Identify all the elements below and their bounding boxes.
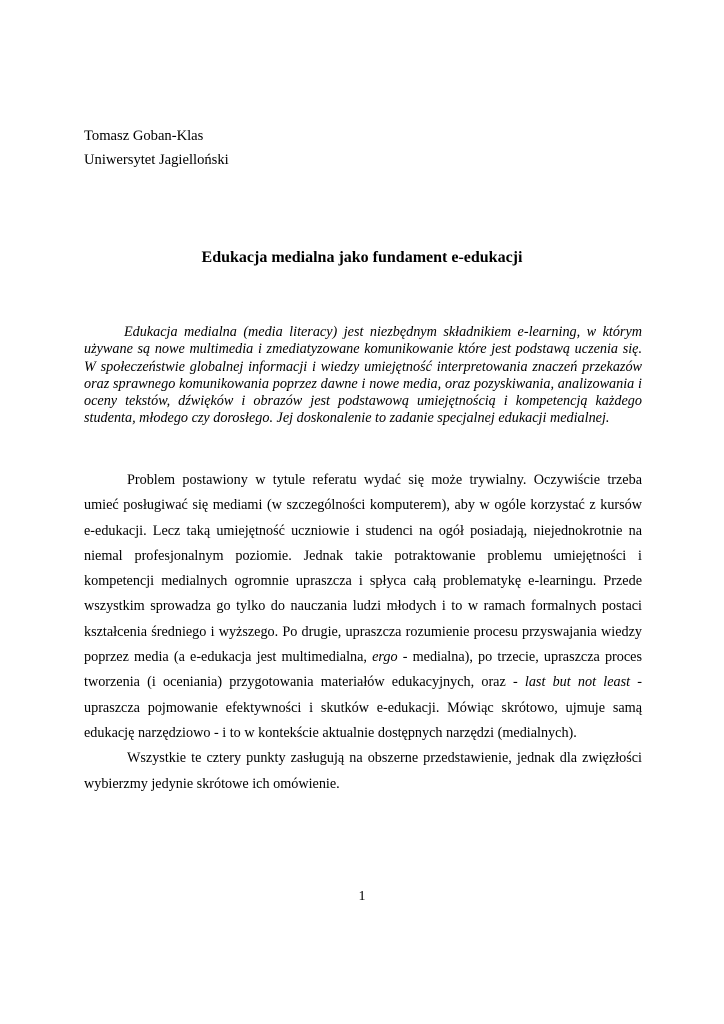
paragraph-1	[84, 468, 642, 746]
paragraph-1-part-2: - medialna), po trzecie, upraszcza proces tworzenia (i oceniania) przygotowania materiałów edukacyjnych, oraz -	[84, 649, 642, 691]
document-title: Edukacja medialna jako fundament e-edukacji	[201, 249, 523, 266]
paragraph-2: Wszystkie te cztery punkty zasługują na obszerne przedstawienie, jednak dla zwięzłości wybierzmy jedynie skrótowe ich omówienie.	[84, 750, 642, 792]
author-name: Tomasz Goban-Klas	[84, 128, 204, 144]
abstract: Edukacja medialna (media literacy) jest niezbędnym składnikiem e-learning, w którym używane są nowe multimedia i zmediatyzowane komunikowanie które jest podstawą uczenia się. W społeczeństwie globalnej informacji i wiedzy umiejętność interpretowania znaczeń przekazów oraz sprawnego komunikowania poprzez dawne i nowe media, oraz pozyskiwania, analizowania i oceny tekstów, dźwięków i obrazów jest podstawową umiejętnością i kompetencją każdego studenta, młodego czy dorosłego. Jej doskonalenie to zadanie specjalnej edukacji medialnej.	[84, 324, 642, 427]
paragraph-1-part-1: Problem postawiony w tytule referatu wydać się może trywialny. Oczywiście trzeba umieć posługiwać się mediami (w szczególności komputerem), aby w ogóle korzystać z kursów e-edukacji. Lecz taką umiejętność uczniowie i studenci na ogół posiadają, niejednokrotnie na niemal profesjonalnym poziomie. Jednak takie potraktowanie problemu umiejętności i kompetencji medialnych ogromnie upraszcza i spłyca całą problematykę e-learningu. Przede wszystkim sprowadza go tylko do nauczania ludzi młodych i to w ramach formalnych postaci kształcenia średniego i wyższego. Po drugie, upraszcza rozumienie procesu przyswajania wiedzy poprzez media (a e-edukacja jest multimedialna,	[84, 472, 642, 666]
paragraph-1-part-3: - upraszcza pojmowanie efektywności i skutków e-edukacji. Mówiąc skrótowo, ujmuje samą edukację narzędziowo - i to w kontekście aktualnie dostępnych narzędzi (medialnych).	[84, 674, 642, 741]
author-block	[84, 124, 229, 172]
last-but-not-least-phrase: last but not least	[524, 674, 631, 691]
page-number: 1	[358, 889, 366, 904]
author-affiliation: Uniwersytet Jagielloński	[84, 152, 229, 168]
ergo-term: ergo	[372, 649, 398, 666]
body-text	[84, 468, 642, 797]
